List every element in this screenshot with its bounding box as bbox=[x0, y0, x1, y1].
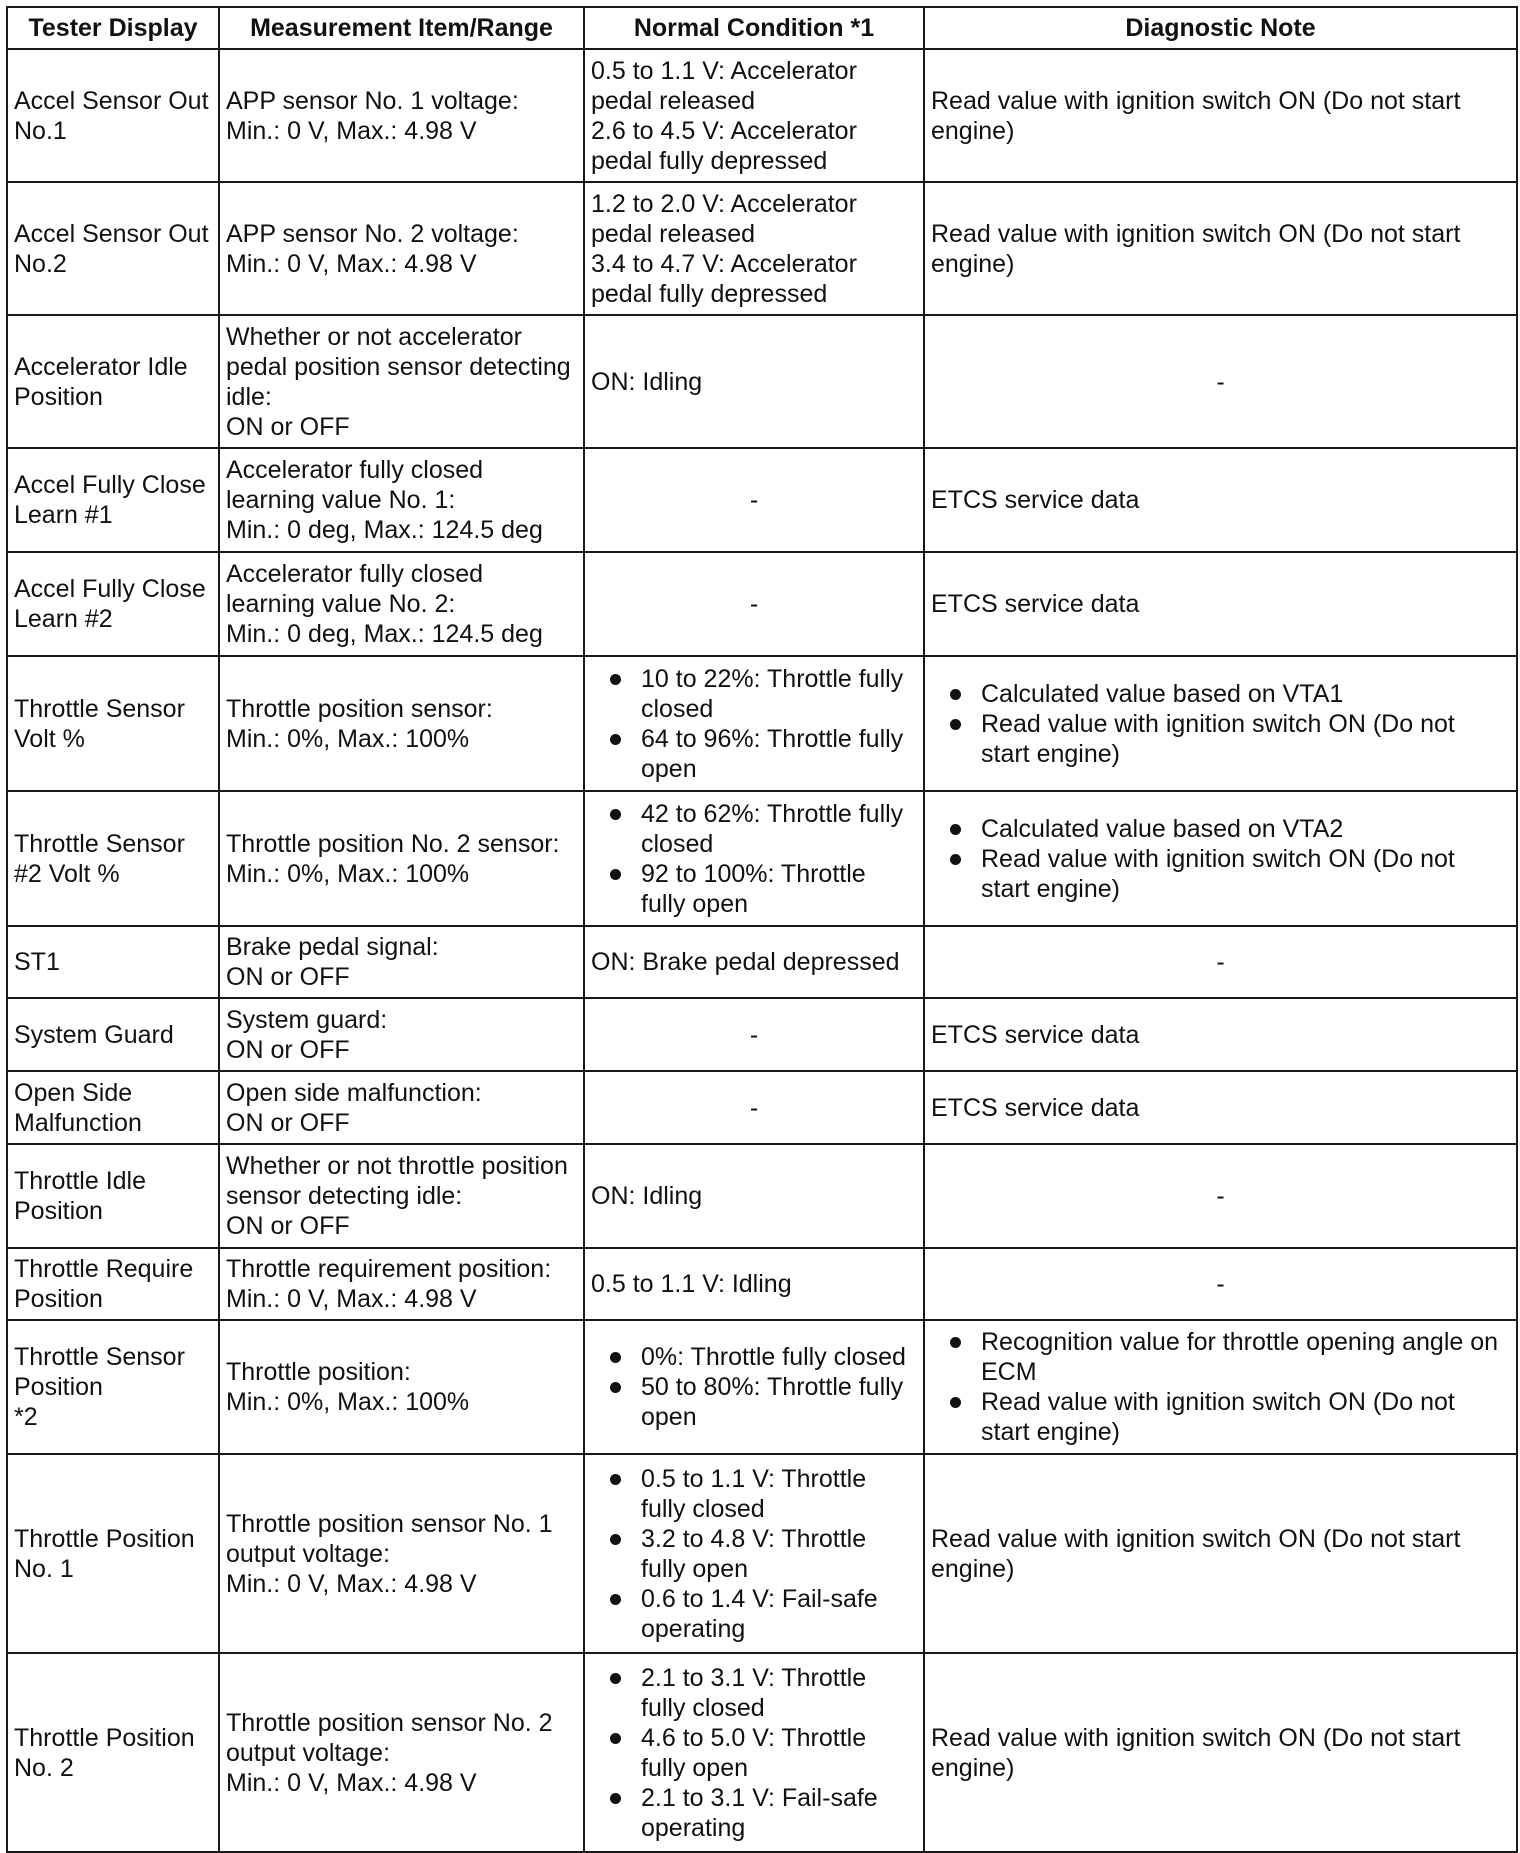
cell-tester-display: Accel Sensor Out No.2 bbox=[7, 182, 219, 315]
cell-diagnostic-note bbox=[924, 1320, 1517, 1454]
table-row bbox=[7, 1454, 1517, 1653]
list-item: 2.1 to 3.1 V: Fail-safe operating bbox=[591, 1783, 917, 1843]
note-list bbox=[931, 1327, 1510, 1447]
cell-measurement-item: Accelerator fully closed learning value No. 2: Min.: 0 deg, Max.: 124.5 deg bbox=[219, 552, 584, 656]
list-item: Recognition value for throttle opening angle on ECM bbox=[931, 1327, 1510, 1387]
header-row bbox=[7, 7, 1517, 49]
cell-diagnostic-note: Read value with ignition switch ON (Do not start engine) bbox=[924, 1653, 1517, 1852]
list-item: 3.2 to 4.8 V: Throttle fully open bbox=[591, 1524, 917, 1584]
cell-measurement-item: Accelerator fully closed learning value No. 1: Min.: 0 deg, Max.: 124.5 deg bbox=[219, 448, 584, 552]
cell-diagnostic-note: ETCS service data bbox=[924, 1071, 1517, 1144]
cell-diagnostic-note: - bbox=[924, 315, 1517, 448]
cell-diagnostic-note: - bbox=[924, 1248, 1517, 1320]
table-row bbox=[7, 448, 1517, 552]
table-row bbox=[7, 182, 1517, 315]
table-row bbox=[7, 1653, 1517, 1852]
cell-diagnostic-note: - bbox=[924, 926, 1517, 998]
table-row bbox=[7, 1248, 1517, 1320]
data-list-table bbox=[6, 6, 1518, 1853]
cell-tester-display: Throttle Idle Position bbox=[7, 1144, 219, 1248]
list-item: 64 to 96%: Throttle fully open bbox=[591, 724, 917, 784]
condition-list bbox=[591, 799, 917, 919]
cell-tester-display: ST1 bbox=[7, 926, 219, 998]
cell-measurement-item: Throttle position: Min.: 0%, Max.: 100% bbox=[219, 1320, 584, 1454]
cell-diagnostic-note bbox=[924, 791, 1517, 926]
cell-diagnostic-note: ETCS service data bbox=[924, 998, 1517, 1071]
note-list bbox=[931, 679, 1510, 769]
table-row bbox=[7, 1144, 1517, 1248]
cell-normal-condition: - bbox=[584, 448, 924, 552]
cell-normal-condition: 0.5 to 1.1 V: Idling bbox=[584, 1248, 924, 1320]
cell-normal-condition: - bbox=[584, 998, 924, 1071]
header-diagnostic-note: Diagnostic Note bbox=[924, 7, 1517, 49]
list-item: 10 to 22%: Throttle fully closed bbox=[591, 664, 917, 724]
table-row bbox=[7, 1320, 1517, 1454]
table-row bbox=[7, 315, 1517, 448]
cell-measurement-item: Throttle position sensor: Min.: 0%, Max.: 100% bbox=[219, 656, 584, 791]
table-row bbox=[7, 49, 1517, 182]
cell-measurement-item: Brake pedal signal: ON or OFF bbox=[219, 926, 584, 998]
table-row bbox=[7, 998, 1517, 1071]
cell-measurement-item: Whether or not throttle position sensor detecting idle: ON or OFF bbox=[219, 1144, 584, 1248]
cell-tester-display: Accelerator Idle Position bbox=[7, 315, 219, 448]
list-item: Read value with ignition switch ON (Do not start engine) bbox=[931, 1387, 1510, 1447]
cell-normal-condition: - bbox=[584, 552, 924, 656]
list-item: 50 to 80%: Throttle fully open bbox=[591, 1372, 917, 1432]
cell-diagnostic-note: Read value with ignition switch ON (Do not start engine) bbox=[924, 182, 1517, 315]
header-measurement-item: Measurement Item/Range bbox=[219, 7, 584, 49]
cell-diagnostic-note: ETCS service data bbox=[924, 552, 1517, 656]
cell-normal-condition: ON: Brake pedal depressed bbox=[584, 926, 924, 998]
condition-list bbox=[591, 1663, 917, 1843]
list-item: 42 to 62%: Throttle fully closed bbox=[591, 799, 917, 859]
list-item: 0%: Throttle fully closed bbox=[591, 1342, 917, 1372]
cell-measurement-item: Open side malfunction: ON or OFF bbox=[219, 1071, 584, 1144]
cell-tester-display: Accel Fully Close Learn #2 bbox=[7, 552, 219, 656]
cell-diagnostic-note: - bbox=[924, 1144, 1517, 1248]
cell-diagnostic-note: Read value with ignition switch ON (Do not start engine) bbox=[924, 49, 1517, 182]
cell-normal-condition bbox=[584, 1454, 924, 1653]
cell-tester-display: Open Side Malfunction bbox=[7, 1071, 219, 1144]
list-item: 0.5 to 1.1 V: Throttle fully closed bbox=[591, 1464, 917, 1524]
header-normal-condition: Normal Condition *1 bbox=[584, 7, 924, 49]
list-item: Calculated value based on VTA2 bbox=[931, 814, 1510, 844]
list-item: 92 to 100%: Throttle fully open bbox=[591, 859, 917, 919]
cell-normal-condition bbox=[584, 1320, 924, 1454]
cell-tester-display: Throttle Sensor Position *2 bbox=[7, 1320, 219, 1454]
header-tester-display: Tester Display bbox=[7, 7, 219, 49]
list-item: 4.6 to 5.0 V: Throttle fully open bbox=[591, 1723, 917, 1783]
cell-tester-display: Throttle Sensor Volt % bbox=[7, 656, 219, 791]
cell-measurement-item: Throttle position No. 2 sensor: Min.: 0%, Max.: 100% bbox=[219, 791, 584, 926]
table-row bbox=[7, 656, 1517, 791]
cell-normal-condition: 1.2 to 2.0 V: Accelerator pedal released 3.4 to 4.7 V: Accelerator pedal fully depressed bbox=[584, 182, 924, 315]
list-item: 0.6 to 1.4 V: Fail-safe operating bbox=[591, 1584, 917, 1644]
table-row bbox=[7, 926, 1517, 998]
list-item: 2.1 to 3.1 V: Throttle fully closed bbox=[591, 1663, 917, 1723]
cell-normal-condition: ON: Idling bbox=[584, 315, 924, 448]
table-row bbox=[7, 791, 1517, 926]
list-item: Read value with ignition switch ON (Do not start engine) bbox=[931, 709, 1510, 769]
cell-normal-condition: ON: Idling bbox=[584, 1144, 924, 1248]
cell-tester-display: Accel Fully Close Learn #1 bbox=[7, 448, 219, 552]
cell-normal-condition bbox=[584, 1653, 924, 1852]
cell-measurement-item: APP sensor No. 2 voltage: Min.: 0 V, Max.: 4.98 V bbox=[219, 182, 584, 315]
cell-normal-condition bbox=[584, 791, 924, 926]
cell-measurement-item: APP sensor No. 1 voltage: Min.: 0 V, Max.: 4.98 V bbox=[219, 49, 584, 182]
cell-measurement-item: Throttle requirement position: Min.: 0 V, Max.: 4.98 V bbox=[219, 1248, 584, 1320]
cell-diagnostic-note: Read value with ignition switch ON (Do not start engine) bbox=[924, 1454, 1517, 1653]
cell-measurement-item: System guard: ON or OFF bbox=[219, 998, 584, 1071]
cell-measurement-item: Whether or not accelerator pedal position sensor detecting idle: ON or OFF bbox=[219, 315, 584, 448]
condition-list bbox=[591, 1342, 917, 1432]
cell-tester-display: Throttle Position No. 1 bbox=[7, 1454, 219, 1653]
cell-tester-display: System Guard bbox=[7, 998, 219, 1071]
condition-list bbox=[591, 1464, 917, 1644]
note-list bbox=[931, 814, 1510, 904]
data-list-table-container bbox=[6, 6, 1516, 1853]
condition-list bbox=[591, 664, 917, 784]
cell-normal-condition: - bbox=[584, 1071, 924, 1144]
list-item: Read value with ignition switch ON (Do not start engine) bbox=[931, 844, 1510, 904]
cell-tester-display: Throttle Position No. 2 bbox=[7, 1653, 219, 1852]
cell-tester-display: Throttle Require Position bbox=[7, 1248, 219, 1320]
cell-tester-display: Throttle Sensor #2 Volt % bbox=[7, 791, 219, 926]
cell-measurement-item: Throttle position sensor No. 1 output voltage: Min.: 0 V, Max.: 4.98 V bbox=[219, 1454, 584, 1653]
table-row bbox=[7, 552, 1517, 656]
cell-diagnostic-note bbox=[924, 656, 1517, 791]
cell-diagnostic-note: ETCS service data bbox=[924, 448, 1517, 552]
list-item: Calculated value based on VTA1 bbox=[931, 679, 1510, 709]
cell-normal-condition bbox=[584, 656, 924, 791]
cell-measurement-item: Throttle position sensor No. 2 output voltage: Min.: 0 V, Max.: 4.98 V bbox=[219, 1653, 584, 1852]
cell-tester-display: Accel Sensor Out No.1 bbox=[7, 49, 219, 182]
cell-normal-condition: 0.5 to 1.1 V: Accelerator pedal released 2.6 to 4.5 V: Accelerator pedal fully depressed bbox=[584, 49, 924, 182]
table-row bbox=[7, 1071, 1517, 1144]
